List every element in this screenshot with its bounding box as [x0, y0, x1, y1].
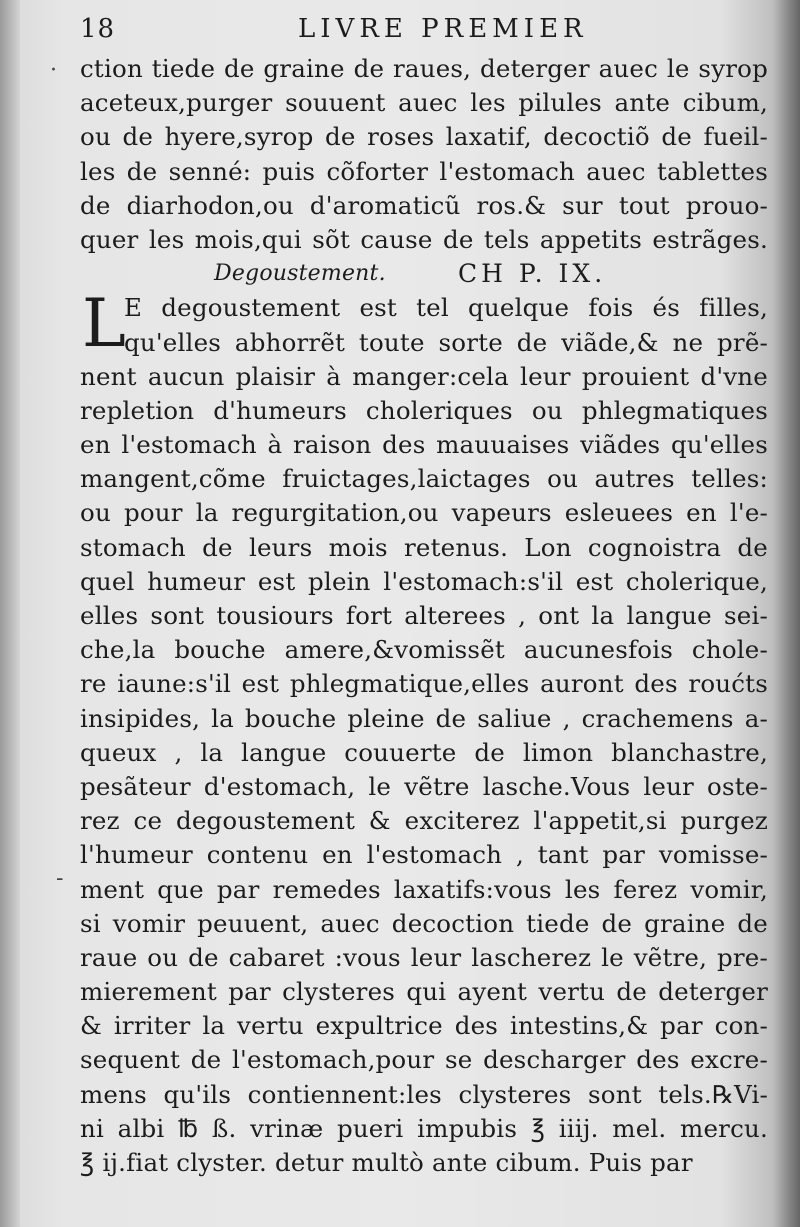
- text-line: ment que par remedes laxatifs:vous les ferez vomir,: [80, 874, 768, 904]
- text-line: quel humeur est plein l'estomach:s'il est cholerique,: [80, 566, 768, 596]
- chapter-title: Degoustement.: [214, 261, 386, 287]
- text-line: l'humeur contenu en l'estomach , tant par vomisse-: [80, 840, 768, 870]
- text-line: mierement par clysteres qui ayent vertu de deterger: [80, 977, 768, 1007]
- text-line: en l'estomach à raison des mauuaises viãdes qu'elles: [80, 430, 768, 460]
- text-line: & irriter la vertu expultrice des intestins,& par con-: [80, 1011, 768, 1041]
- text-line: insipides, la bouche pleine de saliue , crachemens a-: [80, 703, 768, 733]
- text-line: ni albi ℔ ß. vrinæ pueri impubis ℥ iiij. mel. mercu.: [80, 1113, 768, 1143]
- text-line: queux , la langue couuerte de limon blanchastre,: [80, 737, 768, 767]
- text-line: rez ce degoustement & exciterez l'appetit,si purgez: [80, 806, 768, 836]
- text-line: repletion d'humeurs choleriques ou phlegmatiques: [80, 395, 768, 425]
- text-line: quer les mois,qui sõt cause de tels appetits estrãges.: [80, 224, 768, 254]
- drop-cap: L: [82, 285, 127, 363]
- text-line: elles sont tousiours fort alterees , ont la langue sei-: [80, 601, 768, 630]
- text-line: ℥ ij.fiat clyster. detur multò ante cibum. Puis par: [80, 1148, 693, 1177]
- text-line: ou pour la regurgitation,ou vapeurs esleuees en l'e-: [80, 498, 768, 528]
- text-line: mens qu'ils contiennent:les clysteres sont tels.℞Vi-: [80, 1079, 768, 1109]
- text-line: les de senné: puis cõforter l'estomach auec tablettes: [80, 156, 768, 186]
- binding-gutter: [0, 0, 20, 1227]
- text-line: re iaune:s'il est phlegmatique,elles auront des roućts: [80, 669, 768, 699]
- chapter-heading: [80, 257, 768, 291]
- text-line: de diarhodon,ou d'aromaticũ ros.& sur tout prouo-: [80, 190, 768, 220]
- text-line: aceteux,purger souuent auec les pilules ante cibum,: [80, 88, 768, 118]
- chapter-label: CH P. IX.: [458, 259, 607, 289]
- text-line: pesãteur d'estomach, le vẽtre lasche.Vous leur oste-: [80, 771, 768, 801]
- running-head: LIVRE PREMIER: [298, 14, 588, 44]
- text-line: [80, 326, 768, 360]
- text-line: si vomir peuuent, auec decoction tiede de graine de: [80, 908, 768, 938]
- second-line: qu'elles abhorrẽt toute sorte de viãde,& ne prẽ-: [124, 327, 768, 357]
- page-header: [80, 14, 760, 50]
- text-line: nent aucun plaisir à manger:cela leur prouient d'vne: [80, 361, 768, 391]
- page-number: 18: [80, 14, 116, 44]
- text-line: ction tiede de graine de raues, deterger auec le syrop: [80, 54, 768, 83]
- text-line: stomach de leurs mois retenus. Lon cognoistra de: [80, 532, 768, 562]
- first-line: E degoustement est tel quelque fois és filles,: [124, 293, 768, 323]
- text-line: ou de hyere,syrop de roses laxatif, decoctiõ de fueil-: [80, 122, 768, 152]
- page-edge-shadow: [772, 0, 800, 1227]
- margin-mark: ·: [50, 58, 57, 83]
- text-line: sequent de l'estomach,pour se descharger des excre-: [80, 1045, 768, 1075]
- margin-mark: -: [56, 866, 64, 891]
- body-text: [80, 52, 768, 1180]
- text-line: raue ou de cabaret :vous leur lascherez le vẽtre, pre-: [80, 942, 768, 972]
- text-line: mangent,cõme fruictages,laictages ou autres telles:: [80, 464, 768, 494]
- text-line: che,la bouche amere,&vomissẽt aucunesfois chole-: [80, 635, 768, 665]
